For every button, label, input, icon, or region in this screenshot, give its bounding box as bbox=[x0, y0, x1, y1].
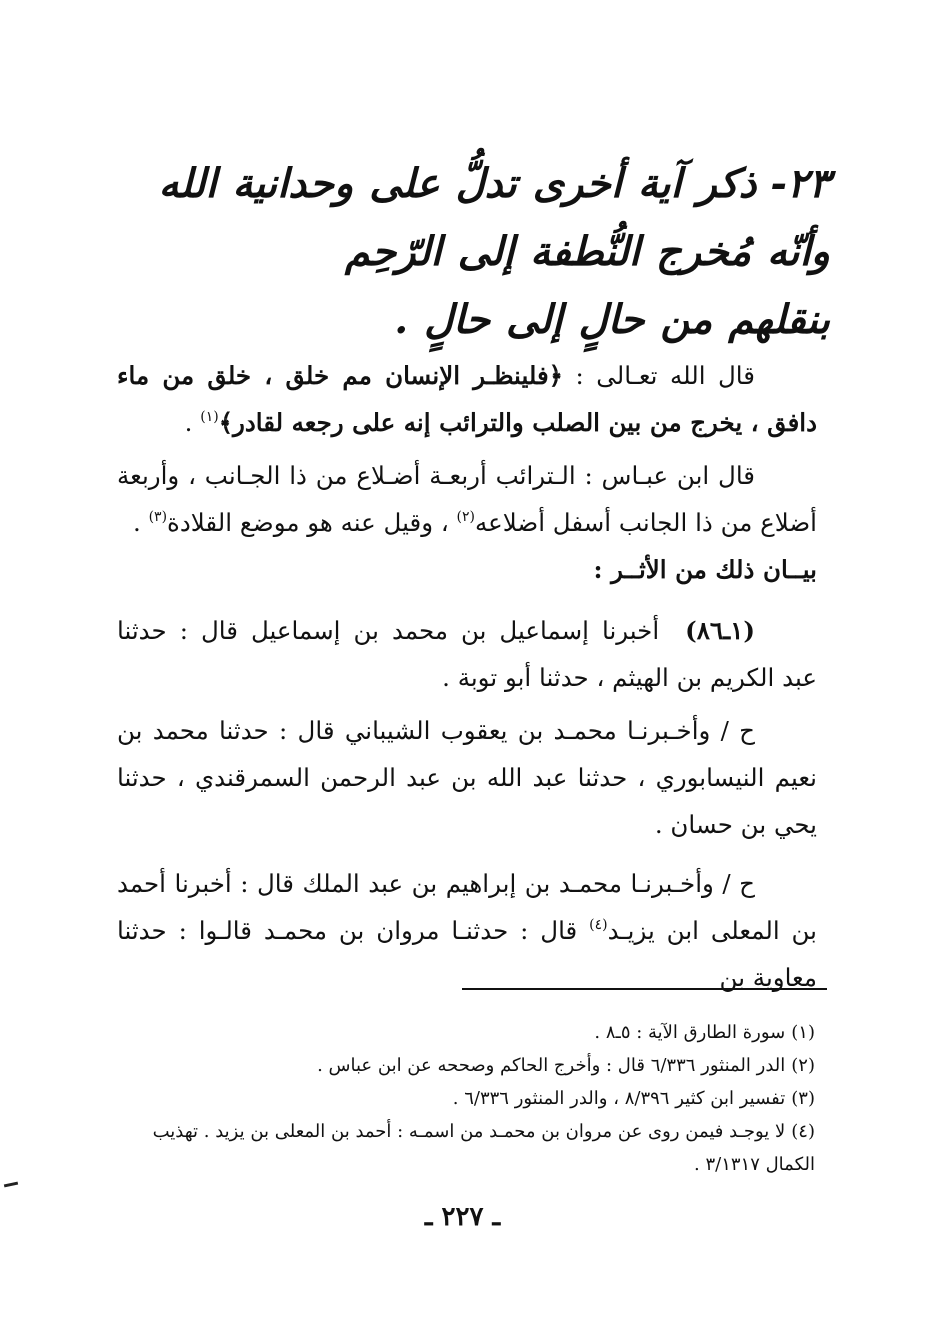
footnote-3-text: تفسير ابن كثير ٨/٣٩٦ ، والدر المنثور ٦/٣٣٦ . bbox=[452, 1088, 786, 1109]
main-text bbox=[117, 352, 817, 1001]
quran-intro: قال الله تعـالى : bbox=[563, 361, 755, 390]
hadith-text-1: أخبرنا إسماعيل بن محمد بن إسماعيل قال : حدثنا عبد الكريم بن الهيثم ، حدثنا أبو توبة . bbox=[117, 616, 817, 692]
footnote-4 bbox=[115, 1115, 815, 1181]
chapter-number: ٢٣- bbox=[770, 160, 830, 207]
footnotes bbox=[115, 1016, 815, 1181]
hadith-text-3b: قال : حدثنـا مروان بن محمـد قالـوا : حدثنا معاوية بن bbox=[117, 916, 817, 992]
athar-heading: بيــان ذلك من الأثــر : bbox=[593, 555, 817, 584]
footnote-4-number: (٤) bbox=[791, 1121, 815, 1142]
footnote-1-number: (١) bbox=[791, 1022, 815, 1043]
ibn-abbas-end: . bbox=[132, 508, 149, 537]
footnote-ref-3: (٣) bbox=[148, 509, 168, 525]
footnote-2-text: الدر المنثور ٦/٣٣٦ قال : وأخرج الحاكم وصححه عن ابن عباس . bbox=[317, 1055, 786, 1076]
footnote-3 bbox=[115, 1082, 815, 1115]
footnote-ref-4: (٤) bbox=[589, 917, 608, 933]
footnote-1 bbox=[115, 1016, 815, 1049]
footnote-ref-2: (٢) bbox=[456, 509, 476, 525]
hadith-paragraph-2: ح / وأخـبرنـا محمـد بن يعقوب الشيباني قال : حدثنا محمد بن نعيم النيسابوري ، حدثنا عبد الله بن عبد الرحمن السمرقندي ، حدثنا يحي بن حسان . bbox=[117, 716, 817, 839]
chapter-title bbox=[95, 150, 830, 354]
hadith-text-3a: ح / وأخـبرنـا محمـد بن إبراهيم بن عبد الملك قال : أخبرنا أحمد بن المعلى ابن يزيـد bbox=[117, 869, 817, 945]
chapter-title-line-2: بنقلهم من حالٍ إلى حالٍ . bbox=[394, 296, 830, 343]
chapter-title-line-1: ذكر آية أخرى تدلُّ على وحدانية الله وأنّه مُخرج النُّطفة إلى الرّحِم bbox=[158, 160, 830, 275]
footnote-3-number: (٣) bbox=[791, 1088, 815, 1109]
hadith-paragraph-1 bbox=[117, 607, 817, 701]
footnote-2 bbox=[115, 1049, 815, 1082]
footnote-1-text: سورة الطارق الآية : ٥ـ٨ . bbox=[594, 1022, 786, 1043]
footnote-ref-1: (١) bbox=[200, 409, 219, 425]
hadith-paragraph-3 bbox=[117, 860, 817, 1001]
ibn-abbas-text-b: ، وقيل عنه هو موضع القلادة bbox=[167, 508, 457, 537]
hadith-number: (١ـ٨٦) bbox=[685, 616, 755, 645]
ibn-abbas-text-a: قال ابن عبـاس : الـترائب أربعـة أضـلاع من ذا الجـانب ، وأربعة أضلاع من ذا الجانب أسفل أضلاعه bbox=[117, 461, 817, 537]
quran-verse: ﴿فلينظـر الإنسان مم خلق ، خلق من ماء دافق ، يخرج من بين الصلب والترائب إنه على رجعه لقادر﴾ bbox=[117, 361, 817, 437]
quran-end: . bbox=[184, 408, 201, 437]
footnote-4-text: لا يوجـد فيمن روى عن مروان بن محمـد من اسمـه : أحمد بن المعلى بن يزيد . تهذيب الكمال ٣/١٣١٧ . bbox=[152, 1121, 815, 1175]
footnote-divider bbox=[462, 988, 827, 990]
quran-paragraph bbox=[117, 352, 817, 446]
page-number: ـ ٢٢٧ ـ bbox=[424, 1202, 501, 1232]
footnote-2-number: (٢) bbox=[791, 1055, 815, 1076]
ibn-abbas-paragraph bbox=[117, 452, 817, 546]
scan-edge-mark bbox=[4, 1182, 18, 1188]
